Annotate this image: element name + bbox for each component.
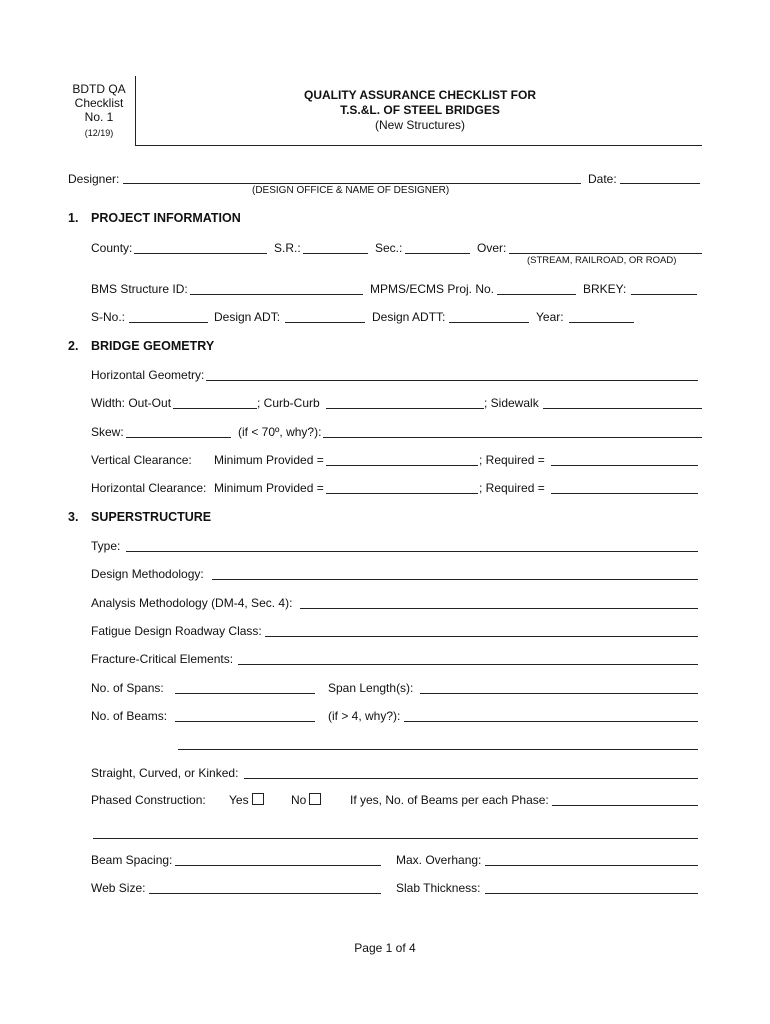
page-number: Page 1 of 4 — [354, 941, 416, 955]
skew-why-field[interactable] — [323, 437, 702, 438]
beams-why-label: (if > 4, why?): — [328, 709, 401, 723]
county-label: County: — [91, 241, 133, 255]
title-line3: (New Structures) — [374, 118, 466, 132]
horizontal-required-field[interactable] — [551, 493, 698, 494]
sno-field[interactable] — [129, 322, 208, 323]
over-field[interactable] — [509, 253, 702, 254]
checklist-code — [64, 82, 134, 140]
mpms-field[interactable] — [497, 294, 576, 295]
mpms-label: MPMS/ECMS Proj. No. — [370, 282, 495, 296]
header-vertical-divider — [135, 76, 136, 145]
phased-yes-option[interactable] — [229, 793, 264, 807]
skew-label: Skew: — [91, 425, 124, 439]
phased-yes-label: Yes — [229, 793, 249, 807]
vertical-required-label: ; Required = — [479, 453, 545, 467]
curb-curb-field[interactable] — [326, 408, 484, 409]
county-field[interactable] — [134, 253, 267, 254]
span-length-field[interactable] — [420, 693, 698, 694]
header-rule — [135, 145, 702, 146]
sec-label: Sec.: — [375, 241, 403, 255]
design-adt-label: Design ADT: — [214, 310, 281, 324]
checklist-code-line1: BDTD QA — [72, 82, 126, 96]
phased-notes-field[interactable] — [93, 838, 698, 839]
sr-label: S.R.: — [274, 241, 301, 255]
beams-per-phase-field[interactable] — [552, 805, 698, 806]
fracture-critical-label: Fracture-Critical Elements: — [91, 652, 234, 666]
fatigue-label: Fatigue Design Roadway Class: — [91, 624, 262, 638]
designer-label: Designer: — [68, 172, 120, 186]
horizontal-required-label: ; Required = — [479, 481, 545, 495]
vertical-required-field[interactable] — [551, 465, 698, 466]
over-caption: (STREAM, RAILROAD, OR ROAD) — [527, 255, 677, 266]
horizontal-geometry-label: Horizontal Geometry: — [91, 368, 205, 382]
sno-label: S-No.: — [91, 310, 126, 324]
phased-construction-label: Phased Construction: — [91, 793, 206, 807]
max-overhang-field[interactable] — [485, 865, 698, 866]
brkey-field[interactable] — [631, 294, 697, 295]
designer-caption: (DESIGN OFFICE & NAME OF DESIGNER) — [252, 185, 450, 196]
design-methodology-field[interactable] — [212, 579, 698, 580]
beam-spacing-label: Beam Spacing: — [91, 853, 173, 867]
spans-field[interactable] — [175, 693, 315, 694]
beams-why-field[interactable] — [404, 721, 698, 722]
slab-thickness-field[interactable] — [485, 893, 698, 894]
checklist-code-line2: Checklist — [74, 96, 124, 110]
section1-number: 1. — [68, 211, 79, 225]
horizontal-min-provided-field[interactable] — [326, 493, 478, 494]
straight-curved-label: Straight, Curved, or Kinked: — [91, 766, 239, 780]
spans-label: No. of Spans: — [91, 681, 164, 695]
phased-no-checkbox[interactable] — [309, 793, 321, 805]
design-adtt-label: Design ADTT: — [372, 310, 446, 324]
span-length-label: Span Length(s): — [328, 681, 414, 695]
design-methodology-label: Design Methodology: — [91, 567, 204, 581]
skew-why-label: (if < 70º, why?): — [238, 425, 322, 439]
date-field[interactable] — [620, 183, 700, 184]
analysis-methodology-field[interactable] — [300, 608, 698, 609]
phased-no-option[interactable] — [291, 793, 321, 807]
year-field[interactable] — [569, 322, 634, 323]
beams-label: No. of Beams: — [91, 709, 168, 723]
phased-yes-checkbox[interactable] — [252, 793, 264, 805]
over-label: Over: — [477, 241, 507, 255]
web-size-label: Web Size: — [91, 881, 146, 895]
checklist-code-line3: No. 1 — [84, 110, 114, 124]
slab-thickness-label: Slab Thickness: — [396, 881, 481, 895]
beam-spacing-field[interactable] — [175, 865, 381, 866]
straight-curved-field[interactable] — [244, 778, 698, 779]
vertical-min-provided-label: Minimum Provided = — [214, 453, 324, 467]
sidewalk-label: ; Sidewalk — [484, 396, 539, 410]
horizontal-clearance-label: Horizontal Clearance: — [91, 481, 207, 495]
if-yes-label: If yes, No. of Beams per each Phase: — [350, 793, 549, 807]
brkey-label: BRKEY: — [583, 282, 627, 296]
sidewalk-field[interactable] — [543, 408, 702, 409]
designer-field[interactable] — [123, 183, 581, 184]
section2-number: 2. — [68, 339, 79, 353]
vertical-min-provided-field[interactable] — [326, 465, 478, 466]
section1-title: PROJECT INFORMATION — [91, 211, 241, 225]
section3-title: SUPERSTRUCTURE — [91, 510, 212, 524]
design-adtt-field[interactable] — [449, 322, 529, 323]
design-adt-field[interactable] — [285, 322, 365, 323]
section2-title: BRIDGE GEOMETRY — [91, 339, 215, 353]
analysis-methodology-label: Analysis Methodology (DM-4, Sec. 4): — [91, 596, 293, 610]
title-line1: QUALITY ASSURANCE CHECKLIST FOR — [303, 88, 536, 102]
type-label: Type: — [91, 539, 121, 553]
checklist-revision-date: (12/19) — [84, 128, 114, 138]
type-field[interactable] — [126, 551, 698, 552]
sr-field[interactable] — [303, 253, 368, 254]
bms-label: BMS Structure ID: — [91, 282, 188, 296]
section3-number: 3. — [68, 510, 79, 524]
vertical-clearance-label: Vertical Clearance: — [91, 453, 192, 467]
web-size-field[interactable] — [149, 893, 381, 894]
date-label: Date: — [588, 172, 617, 186]
document-title — [240, 88, 600, 133]
year-label: Year: — [536, 310, 564, 324]
title-line2: T.S.&L. OF STEEL BRIDGES — [340, 103, 500, 117]
phased-no-label: No — [291, 793, 307, 807]
curb-label: ; Curb-Curb — [257, 396, 320, 410]
max-overhang-label: Max. Overhang: — [396, 853, 482, 867]
width-label: Width: Out-Out — [91, 396, 172, 410]
sec-field[interactable] — [405, 253, 470, 254]
fracture-critical-field[interactable] — [238, 664, 698, 665]
beams-field[interactable] — [175, 721, 315, 722]
bms-field[interactable] — [190, 294, 363, 295]
horizontal-min-provided-label: Minimum Provided = — [214, 481, 324, 495]
fatigue-field[interactable] — [265, 636, 698, 637]
horizontal-geometry-field[interactable] — [206, 380, 698, 381]
width-out-out-field[interactable] — [173, 408, 257, 409]
skew-field[interactable] — [126, 437, 231, 438]
beams-why-continued-field[interactable] — [178, 749, 698, 750]
